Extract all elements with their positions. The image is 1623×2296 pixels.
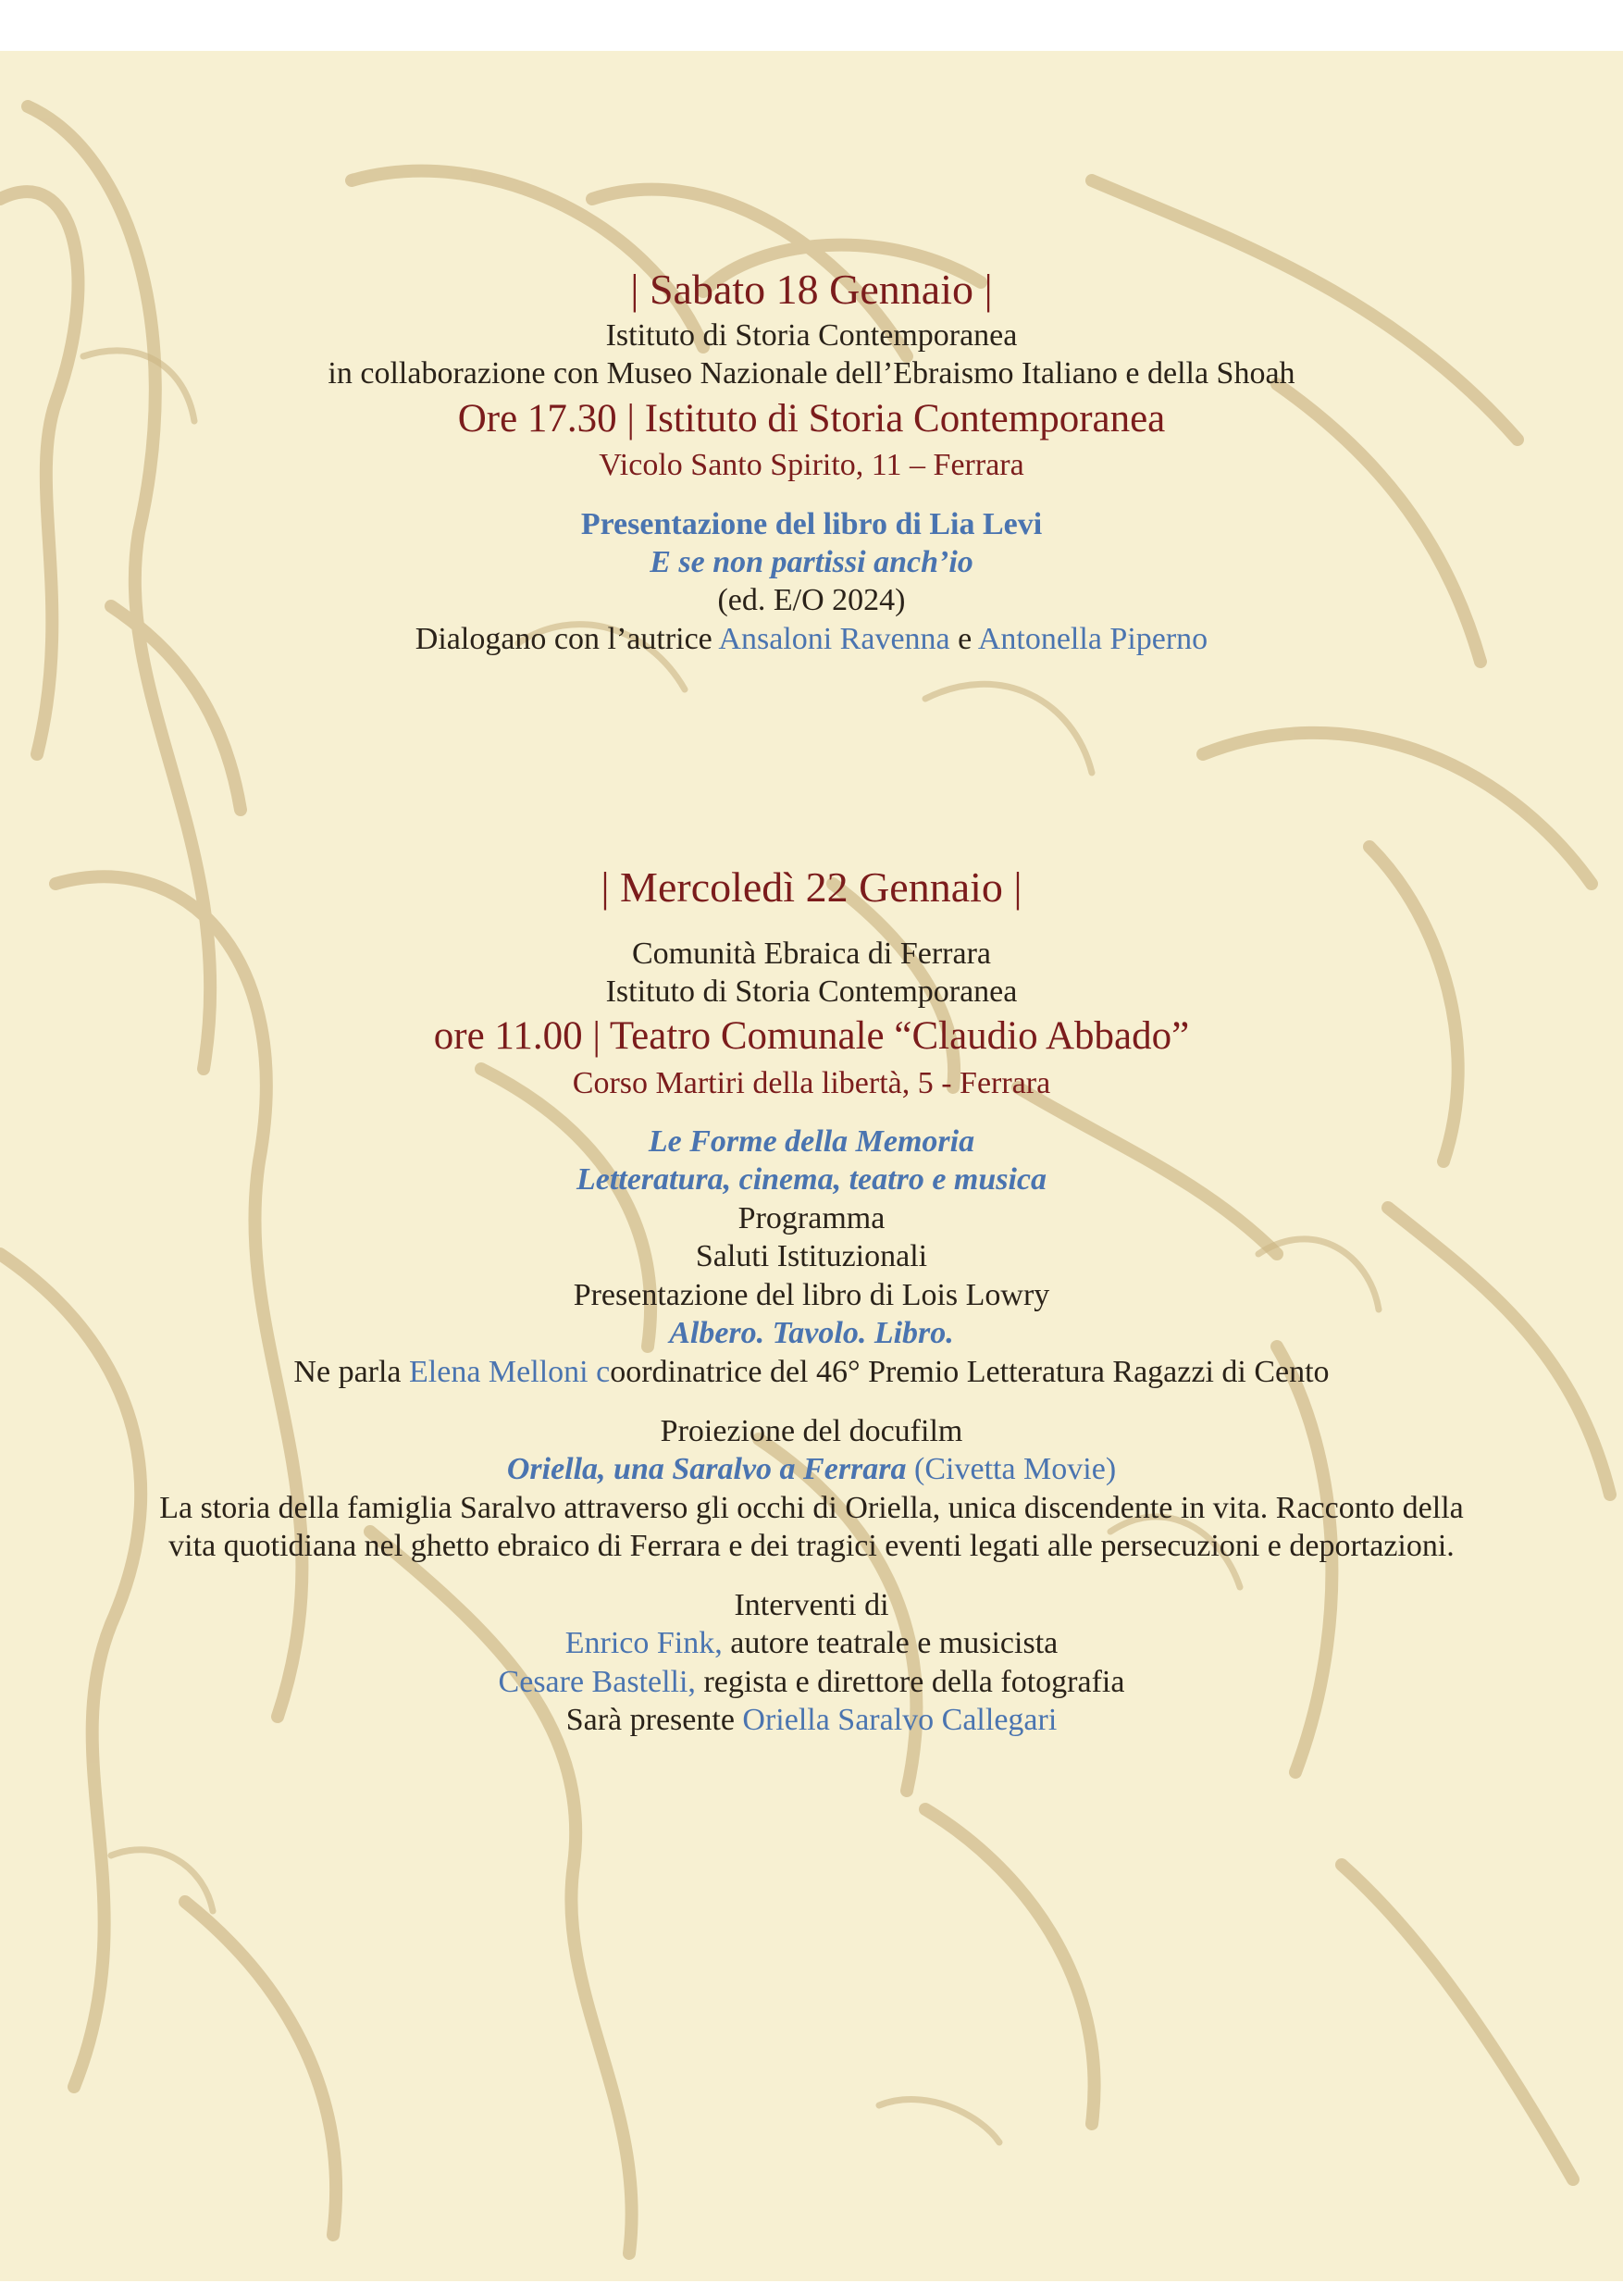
event2-film: [0, 1452, 1623, 1487]
event1-book-title: E se non partissi anch’io: [650, 545, 973, 579]
event1-edition: (ed. E/O 2024): [717, 583, 906, 617]
speaker-2-role: regista e direttore della fotografia: [695, 1665, 1125, 1699]
event2-book-title: Albero. Tavolo. Libro.: [669, 1316, 954, 1350]
ne-parla-prefix: Ne parla: [293, 1355, 410, 1389]
event2-speaker-1: [0, 1626, 1623, 1661]
speaker-enrico-fink: Enrico Fink,: [564, 1626, 723, 1660]
event1-presentation: Presentazione del libro di Lia Levi: [580, 507, 1043, 541]
event2-proiezione: Proiezione del docufilm: [660, 1414, 963, 1448]
event2-title-1: Le Forme della Memoria: [648, 1124, 975, 1159]
speaker-elena-melloni: Elena Melloni c: [409, 1355, 611, 1389]
event1-address: Vicolo Santo Spirito, 11 – Ferrara: [599, 448, 1024, 482]
event2-interventi: Interventi di: [734, 1588, 889, 1622]
event2-organizer-1: Comunità Ebraica di Ferrara: [631, 937, 991, 971]
film-producer: (Civetta Movie): [906, 1452, 1117, 1486]
speaker-antonella-piperno: Antonella Piperno: [977, 622, 1208, 656]
event2-ne-parla: [0, 1355, 1623, 1390]
event1-date: | Sabato 18 Gennaio |: [630, 266, 993, 313]
event2-address: Corso Martiri della libertà, 5 - Ferrara: [572, 1066, 1051, 1100]
ne-parla-role: oordinatrice del 46° Premio Letteratura Ragazzi di Cento: [610, 1355, 1330, 1389]
event2-description-2: vita quotidiana nel ghetto ebraico di Ferrara e dei tragici eventi legati alle persecuzioni e deportazioni.: [168, 1529, 1455, 1563]
conjunction: e: [949, 622, 978, 656]
event2-title-2: Letteratura, cinema, teatro e musica: [576, 1162, 1047, 1197]
event1-dialogue: [0, 622, 1623, 657]
event2-time-place: ore 11.00 | Teatro Comunale “Claudio Abbado”: [433, 1014, 1190, 1058]
film-title: Oriella, una Saralvo a Ferrara: [506, 1452, 907, 1486]
event1-time-place: Ore 17.30 | Istituto di Storia Contemporanea: [457, 397, 1166, 441]
speaker-cesare-bastelli: Cesare Bastelli,: [498, 1665, 696, 1699]
event2-description-1: La storia della famiglia Saralvo attraverso gli occhi di Oriella, unica discendente in vita. Racconto della: [159, 1491, 1464, 1525]
speaker-1-role: autore teatrale e musicista: [722, 1626, 1059, 1660]
event1-organizer: Istituto di Storia Contemporanea: [605, 318, 1018, 353]
guest-oriella-saralvo-callegari: Oriella Saralvo Callegari: [742, 1703, 1058, 1737]
event2-organizer-2: Istituto di Storia Contemporanea: [605, 974, 1018, 1009]
speaker-ansaloni-ravenna: Ansaloni Ravenna: [718, 622, 950, 656]
event2-saluti: Saluti Istituzionali: [695, 1239, 928, 1273]
event2-date: | Mercoledì 22 Gennaio |: [601, 863, 1022, 911]
presence-prefix: Sarà presente: [565, 1703, 743, 1737]
event2-programma: Programma: [737, 1201, 886, 1235]
dialogue-prefix: Dialogano con l’autrice: [415, 622, 719, 656]
event2-presentation: Presentazione del libro di Lois Lowry: [573, 1278, 1050, 1312]
event1-collaboration: in collaborazione con Museo Nazionale dell’Ebraismo Italiano e della Shoah: [328, 356, 1295, 391]
event2-speaker-2: [0, 1665, 1623, 1700]
event2-presence: [0, 1703, 1623, 1738]
